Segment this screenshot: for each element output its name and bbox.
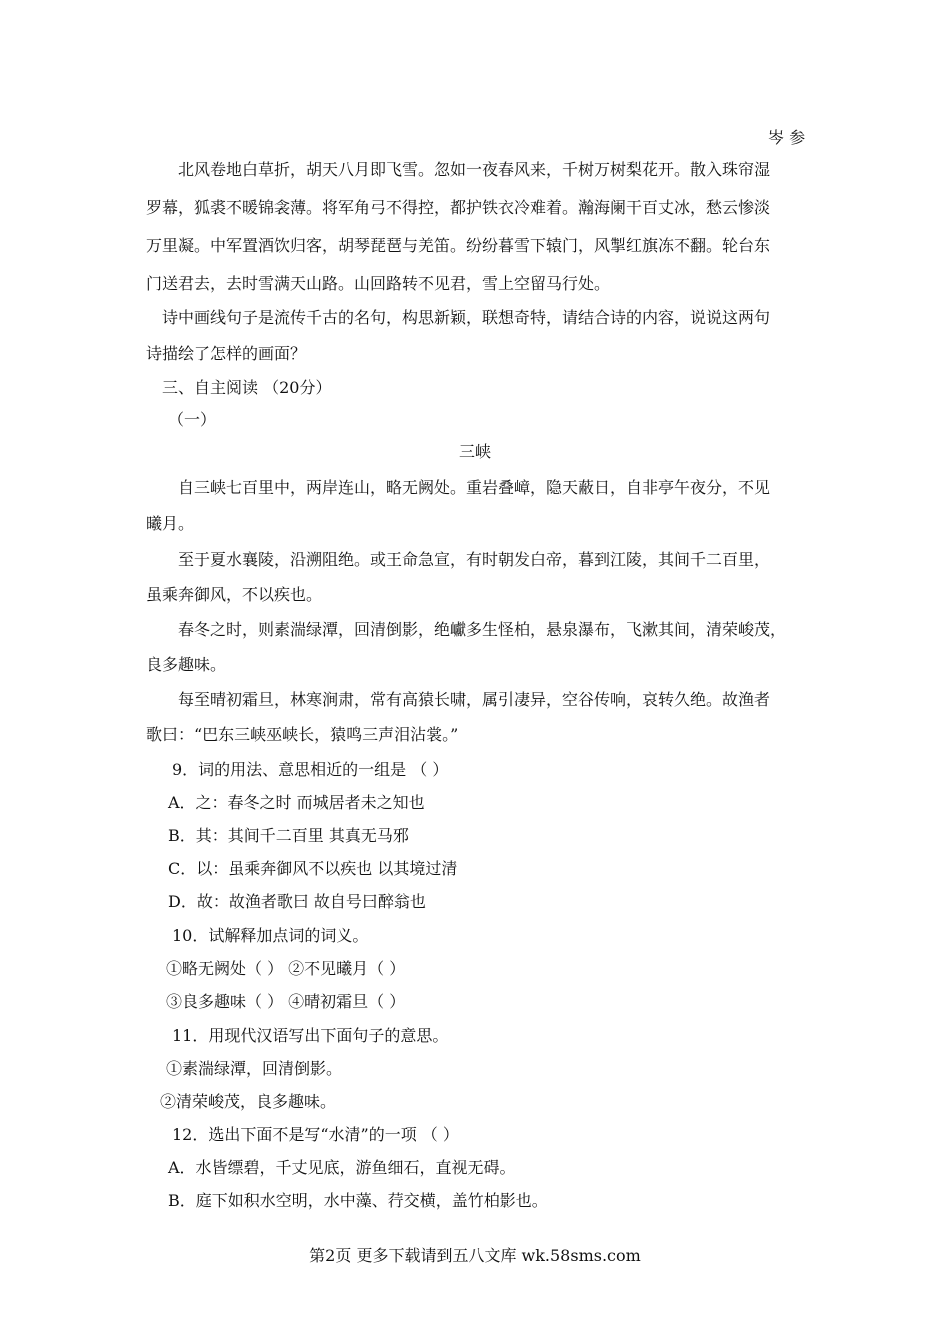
- poem-question: 诗描绘了怎样的画面？: [146, 344, 307, 363]
- question-item: ③良多趣味（ ） ④晴初霜旦（ ）: [166, 992, 406, 1011]
- poem-question: 诗中画线句子是流传千古的名句，构思新颖，联想奇特，请结合诗的内容，说说这两句: [162, 308, 771, 327]
- question-item: 11．用现代汉语写出下面句子的意思。: [172, 1026, 449, 1045]
- section-heading: 三、自主阅读 （20分）: [162, 378, 332, 397]
- question-item: ①素湍绿潭，回清倒影。: [166, 1059, 343, 1078]
- question-item: D．故：故渔者歌曰 故自号曰醉翁也: [168, 892, 426, 911]
- passage-line: 歌曰：“巴东三峡巫峡长，猿鸣三声泪沾裳。”: [146, 725, 459, 744]
- passage-title: 三峡: [458, 442, 491, 461]
- question-item: A．水皆缥碧，千丈见底，游鱼细石，直视无碍。: [168, 1158, 516, 1177]
- question-item: C．以：虽乘奔御风不以疾也 以其境过清: [168, 859, 458, 878]
- passage-line: 自三峡七百里中，两岸连山，略无阙处。重岩叠嶂，隐天蔽日，自非亭午夜分，不见: [178, 478, 771, 497]
- question-item: B．其：其间千二百里 其真无马邪: [168, 826, 409, 845]
- poem-line: 万里凝。中军置酒饮归客，胡琴琵琶与羌笛。纷纷暮雪下辕门，风掣红旗冻不翻。轮台东: [146, 236, 771, 255]
- passage-line: 每至晴初霜旦，林寒涧肃，常有高猿长啸，属引凄异，空谷传响，哀转久绝。故渔者: [178, 690, 771, 709]
- question-item: A．之：春冬之时 而城居者未之知也: [168, 793, 425, 812]
- question-item: 9．词的用法、意思相近的一组是 （ ）: [172, 760, 449, 779]
- passage-line: 曦月。: [146, 514, 195, 533]
- page-footer: 第2页 更多下载请到五八文库 wk.58sms.com: [309, 1246, 641, 1265]
- question-item: 12．选出下面不是写“水清”的一项 （ ）: [172, 1125, 459, 1144]
- question-item: 10．试解释加点词的词义。: [172, 926, 369, 945]
- passage-line: 虽乘奔御风，不以疾也。: [146, 585, 323, 604]
- poem-line: 北风卷地白草折，胡天八月即飞雪。忽如一夜春风来，千树万树梨花开。散入珠帘湿: [178, 160, 771, 179]
- section-part: （一）: [168, 410, 217, 429]
- poem-line: 罗幕，狐裘不暖锦衾薄。将军角弓不得控，都护铁衣冷难着。瀚海阑干百丈冰，愁云惨淡: [146, 198, 771, 217]
- question-item: B．庭下如积水空明，水中藻、荇交横，盖竹柏影也。: [168, 1191, 548, 1210]
- passage-line: 春冬之时，则素湍绿潭，回清倒影，绝巘多生怪柏，悬泉瀑布，飞漱其间，清荣峻茂，: [178, 620, 787, 639]
- question-item: ②清荣峻茂，良多趣味。: [160, 1092, 337, 1111]
- passage-line: 良多趣味。: [146, 655, 227, 674]
- passage-line: 至于夏水襄陵，沿溯阻绝。或王命急宣，有时朝发白帝，暮到江陵，其间千二百里，: [178, 550, 771, 569]
- poem-line: 门送君去，去时雪满天山路。山回路转不见君，雪上空留马行处。: [146, 274, 611, 293]
- poem-author: 岑 参: [768, 128, 806, 147]
- question-item: ①略无阙处（ ） ②不见曦月（ ）: [166, 959, 406, 978]
